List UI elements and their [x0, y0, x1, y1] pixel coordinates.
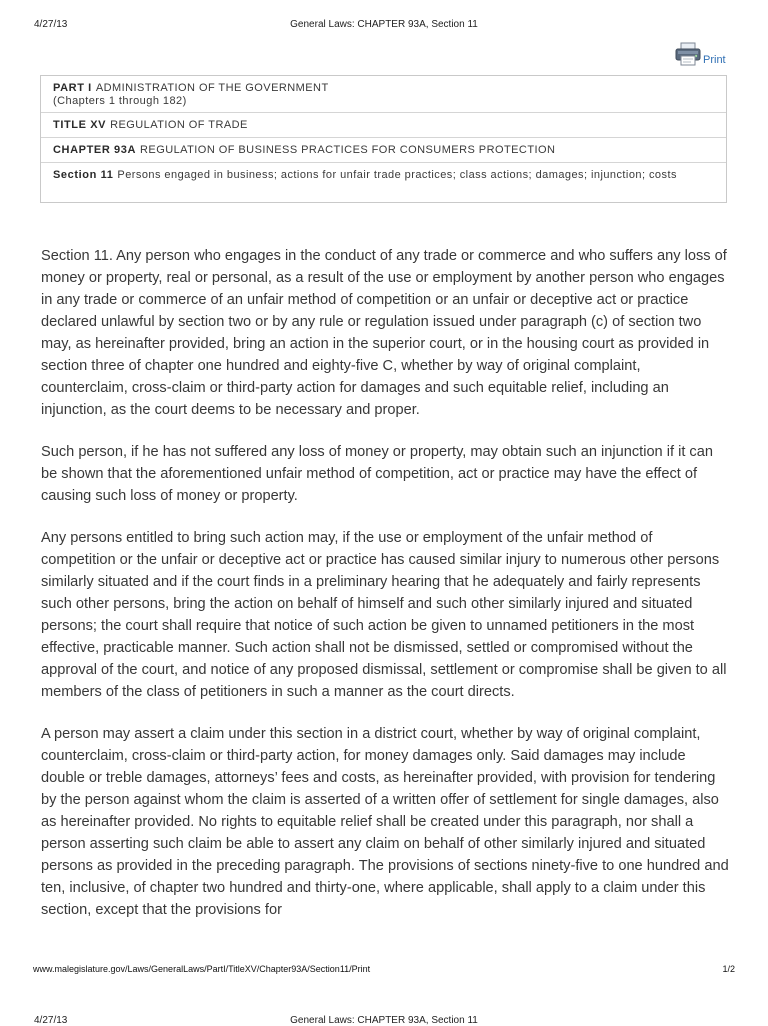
section-label: Section 11: [53, 169, 114, 181]
print-label: Print: [703, 54, 726, 66]
print-button[interactable]: [674, 42, 726, 66]
body-paragraph: A person may assert a claim under this section in a district court, whether by way of original complaint, counterclaim, cross-claim or third-party action, for money damages only. Said damages may include double or treble damages, attorneys’ fees and costs, as hereinafter provided, with provision for tendering by the person against whom the claim is asserted of a written offer of settlement for single damages, also as hereinafter provided. No rights to equitable relief shall be created under this paragraph, nor shall a person asserting such claim be able to assert any claim on behalf of other similarly injured and situated persons as provided in the preceding paragraph. The provisions of sections ninety-five to one hundred and ten, inclusive, of chapter two hundred and thirty-one, where applicable, shall apply to a claim under this section, except that the provisions for: [41, 726, 729, 918]
chapter-label: CHAPTER 93A: [53, 144, 137, 156]
section-text: Persons engaged in business; actions for unfair trade practices; class actions; damages; injunction; costs: [117, 169, 677, 181]
body-paragraph: Such person, if he has not suffered any loss of money or property, may obtain such an injunction if it can be shown that the aforementioned unfair method of competition, act or practice may have the effect of causing such loss of money or property.: [41, 444, 713, 504]
body-paragraph: Section 11. Any person who engages in the conduct of any trade or commerce and who suffers any loss of money or property, real or personal, as a result of the use or employment by another person who engages in any trade or commerce of an unfair method of competition or an unfair or deceptive act or practice declared unlawful by section two or by any rule or regulation issued under paragraph (c) of section two may, as hereinafter provided, bring an action in the superior court, or in the housing court as provided in section three of chapter one hundred and eighty-five C, whether by way of original complaint, counterclaim, cross-claim or third-party action for damages and such equitable relief, including an injunction, as the court deems to be necessary and proper.: [41, 248, 727, 418]
next-page-header-date: 4/27/13: [34, 1015, 68, 1026]
body-paragraph: Any persons entitled to bring such action may, if the use or employment of the unfair method of competition or the unfair or deceptive act or practice has caused similar injury to numerous other persons similarly situated and if the court finds in a preliminary hearing that he adequately and fairly represents such other persons, bring the action on behalf of himself and such other similarly injured and situated persons; the court shall require that notice of such action be given to unnamed petitioners in the most effective, practicable manner. Such action shall not be dismissed, settled or compromised without the approval of the court, and notice of any proposed dismissal, settlement or compromise shall be given to all members of the class of petitioners in such a manner as the court directs.: [41, 530, 727, 700]
part-chapters: (Chapters 1 through 182): [53, 95, 187, 107]
title-text: REGULATION OF TRADE: [110, 119, 248, 131]
title-label: TITLE XV: [53, 119, 107, 131]
footer-page-number: 1/2: [722, 964, 735, 974]
chapter-text: REGULATION OF BUSINESS PRACTICES FOR CONSUMERS PROTECTION: [140, 144, 556, 156]
page-header-title: General Laws: CHAPTER 93A, Section 11: [290, 19, 478, 30]
printer-icon: [674, 42, 702, 66]
page-header-date: 4/27/13: [34, 19, 68, 30]
part-label: PART I: [53, 82, 92, 94]
section-body: [41, 245, 731, 941]
breadcrumb-title: [41, 113, 726, 138]
breadcrumb: [40, 75, 727, 203]
footer-url: www.malegislature.gov/Laws/GeneralLaws/PartI/TitleXV/Chapter93A/Section11/Print: [33, 964, 371, 974]
breadcrumb-part: [41, 76, 726, 113]
part-text: ADMINISTRATION OF THE GOVERNMENT: [95, 82, 329, 94]
breadcrumb-chapter: [41, 138, 726, 163]
breadcrumb-section: [41, 163, 726, 202]
next-page-header-title: General Laws: CHAPTER 93A, Section 11: [290, 1015, 478, 1026]
